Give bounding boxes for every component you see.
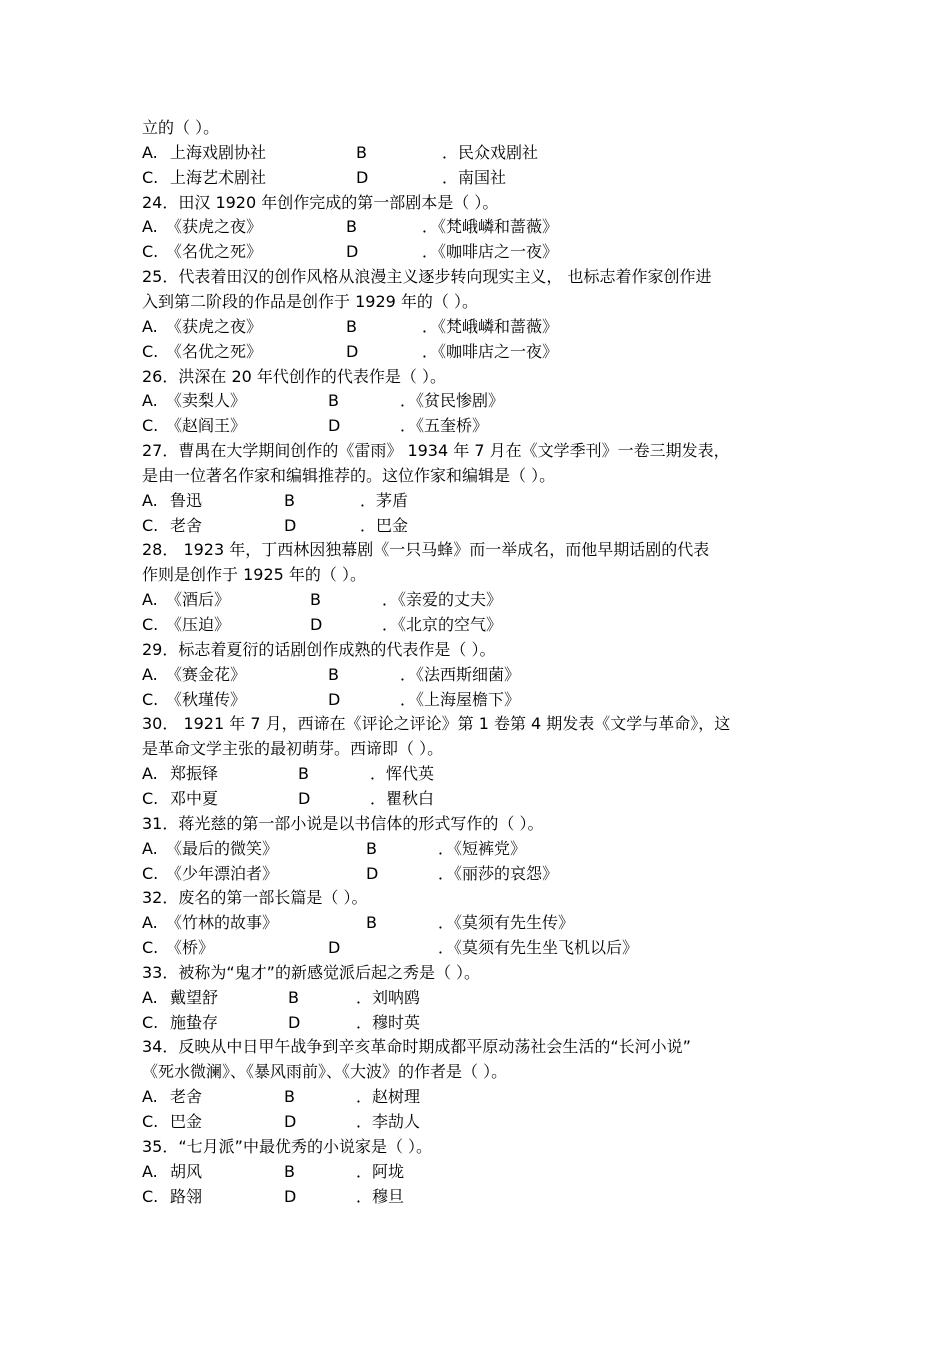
option-text: 巴金 xyxy=(170,1112,203,1131)
option-text: ．《莫须有先生传》 xyxy=(438,913,575,933)
option-letter: D xyxy=(288,1012,301,1032)
option-text: 《少年漂泊者》 xyxy=(166,863,279,883)
option-letter: C. xyxy=(142,1012,159,1032)
option-letter: A. xyxy=(142,987,158,1007)
question-line: 是由一位著名作家和编辑推荐的。这位作家和编辑是（ ）。 xyxy=(142,465,556,485)
option-letter: A. xyxy=(142,217,158,237)
option-text: 《名优之死》 xyxy=(166,341,263,361)
option-text: 《获虎之夜》 xyxy=(166,316,263,336)
option-letter: C. xyxy=(142,615,159,634)
option-text: ．穆旦 xyxy=(356,1186,405,1206)
option-letter: B xyxy=(284,1087,295,1107)
option-letter: D xyxy=(310,615,323,634)
option-letter: C. xyxy=(142,1186,159,1206)
option-text: ．《咖啡店之一夜》 xyxy=(422,242,559,262)
option-letter: A. xyxy=(142,1161,158,1181)
option-text: ．《上海屋檐下》 xyxy=(400,689,521,709)
option-letter: B xyxy=(366,913,377,933)
option-text: 路翎 xyxy=(170,1186,203,1206)
option-letter: B xyxy=(284,490,295,510)
option-letter: B xyxy=(346,217,357,237)
option-text: 《获虎之夜》 xyxy=(166,217,263,237)
option-letter: C. xyxy=(142,341,159,361)
option-letter: C. xyxy=(142,863,159,883)
option-letter: A. xyxy=(142,316,158,336)
option-text: ．《北京的空气》 xyxy=(382,615,503,634)
option-text: 上海戏剧协社 xyxy=(170,142,267,162)
option-letter: C. xyxy=(142,938,159,958)
option-letter: A. xyxy=(142,664,158,684)
option-letter: A. xyxy=(142,391,158,411)
option-text: 《压迫》 xyxy=(166,615,231,634)
option-letter: D xyxy=(328,689,341,709)
option-text: ．《贫民惨剧》 xyxy=(400,391,505,411)
option-letter: C. xyxy=(142,788,159,808)
option-letter: D xyxy=(346,242,359,262)
option-letter: D xyxy=(284,515,297,535)
option-text: ．民众戏剧社 xyxy=(442,142,539,162)
option-text: ．《梵峨嶙和蔷薇》 xyxy=(422,316,559,336)
option-letter: D xyxy=(284,1186,297,1206)
question-line: 33．被称为“鬼才”的新感觉派后起之秀是（ ）。 xyxy=(142,962,481,982)
question-line: 27．曹禺在大学期间创作的《雷雨》 1934 年 7 月在《文学季刊》一卷三期发表， xyxy=(142,441,730,461)
option-letter: B xyxy=(310,590,321,610)
option-text: 邓中夏 xyxy=(170,788,219,808)
option-letter: D xyxy=(298,788,311,808)
option-letter: D xyxy=(328,416,341,436)
option-letter: A. xyxy=(142,142,158,162)
option-letter: B xyxy=(356,142,367,162)
option-text: 《桥》 xyxy=(166,938,215,958)
question-line: 32．废名的第一部长篇是（ ）。 xyxy=(142,888,368,908)
option-text: 胡风 xyxy=(170,1161,203,1181)
option-letter: A. xyxy=(142,764,158,784)
option-letter: A. xyxy=(142,490,158,510)
question-line: 26．洪深在 20 年代创作的代表作是（ ）。 xyxy=(142,366,446,386)
option-letter: D xyxy=(346,341,359,361)
option-letter: B xyxy=(328,664,339,684)
option-text: ．《咖啡店之一夜》 xyxy=(422,341,559,361)
option-text: 《竹林的故事》 xyxy=(166,913,279,933)
option-letter: D xyxy=(366,863,379,883)
question-line: 立的（ ）。 xyxy=(142,118,220,137)
question-line: 《死水微澜》、《暴风雨前》、《大波》的作者是（ ）。 xyxy=(142,1062,508,1082)
option-text: ．恽代英 xyxy=(370,764,435,784)
option-text: ．赵树理 xyxy=(356,1087,421,1107)
question-line: 25．代表着田汉的创作风格从浪漫主义逐步转向现实主义， 也标志着作家创作进 xyxy=(142,267,712,287)
option-letter: A. xyxy=(142,1087,158,1107)
option-letter: C. xyxy=(142,1112,159,1131)
option-letter: C. xyxy=(142,167,159,187)
option-text: ．《丽莎的哀怨》 xyxy=(438,863,559,883)
question-line: 29．标志着夏衍的话剧创作成熟的代表作是（ ）。 xyxy=(142,639,496,659)
option-text: 郑振铎 xyxy=(170,764,219,784)
option-text: ．《亲爱的丈夫》 xyxy=(382,590,503,610)
option-letter: A. xyxy=(142,590,158,610)
option-letter: C. xyxy=(142,689,159,709)
option-text: ．南国社 xyxy=(442,167,507,187)
option-text: 《赵阎王》 xyxy=(166,416,247,436)
option-text: ．《短裤党》 xyxy=(438,838,527,858)
option-text: 《赛金花》 xyxy=(166,664,247,684)
option-text: 鲁迅 xyxy=(170,490,203,510)
option-letter: C. xyxy=(142,242,159,262)
option-letter: D xyxy=(356,167,369,187)
option-letter: A. xyxy=(142,913,158,933)
option-text: ．刘呐鸥 xyxy=(356,987,421,1007)
option-text: ．茅盾 xyxy=(360,490,409,510)
option-text: ．阿垅 xyxy=(356,1161,405,1181)
option-text: 《最后的微笑》 xyxy=(166,838,279,858)
option-letter: C. xyxy=(142,416,159,436)
question-line: 34．反映从中日甲午战争到辛亥革命时期成都平原动荡社会生活的“长河小说” xyxy=(142,1037,691,1057)
option-text: 戴望舒 xyxy=(170,987,219,1007)
option-text: ．穆时英 xyxy=(356,1012,421,1032)
option-letter: B xyxy=(298,764,309,784)
option-text: ．瞿秋白 xyxy=(370,788,435,808)
option-letter: B xyxy=(284,1161,295,1181)
option-text: ．《梵峨嶙和蔷薇》 xyxy=(422,217,559,237)
question-line: 作则是创作于 1925 年的（ ）。 xyxy=(142,565,366,585)
option-letter: D xyxy=(328,938,341,958)
question-line: 入到第二阶段的作品是创作于 1929 年的（ ）。 xyxy=(142,291,478,311)
option-text: 施蛰存 xyxy=(170,1012,219,1032)
option-letter: B xyxy=(346,316,357,336)
option-text: ．《五奎桥》 xyxy=(400,416,489,436)
option-text: 《秋瑾传》 xyxy=(166,689,247,709)
option-text: ．巴金 xyxy=(360,515,409,535)
option-text: 《酒后》 xyxy=(166,590,231,610)
option-letter: B xyxy=(366,838,377,858)
option-text: ．李劼人 xyxy=(356,1112,421,1131)
question-line: 31．蒋光慈的第一部小说是以书信体的形式写作的（ ）。 xyxy=(142,813,544,833)
option-text: ．《法西斯细菌》 xyxy=(400,664,521,684)
option-text: ．《莫须有先生坐飞机以后》 xyxy=(438,938,639,958)
question-line: 28． 1923 年，丁西林因独幕剧《一只马蜂》而一举成名，而他早期话剧的代表 xyxy=(142,540,710,560)
question-line: 24．田汉 1920 年创作完成的第一部剧本是（ ）。 xyxy=(142,192,499,212)
option-text: 老舍 xyxy=(170,1087,203,1107)
option-letter: A. xyxy=(142,838,158,858)
question-line: 35．“七月派”中最优秀的小说家是（ ）。 xyxy=(142,1136,433,1156)
question-line: 30． 1921 年 7 月，西谛在《评论之评论》第 1 卷第 4 期发表《文学与革命》，这 xyxy=(142,714,731,734)
option-letter: C. xyxy=(142,515,159,535)
option-letter: B xyxy=(328,391,339,411)
option-letter: B xyxy=(288,987,299,1007)
option-text: 《卖梨人》 xyxy=(166,391,247,411)
option-text: 上海艺术剧社 xyxy=(170,167,267,187)
option-letter: D xyxy=(284,1112,297,1131)
option-text: 老舍 xyxy=(170,515,203,535)
option-text: 《名优之死》 xyxy=(166,242,263,262)
question-line: 是革命文学主张的最初萌芽。西谛即（ ）。 xyxy=(142,739,444,759)
